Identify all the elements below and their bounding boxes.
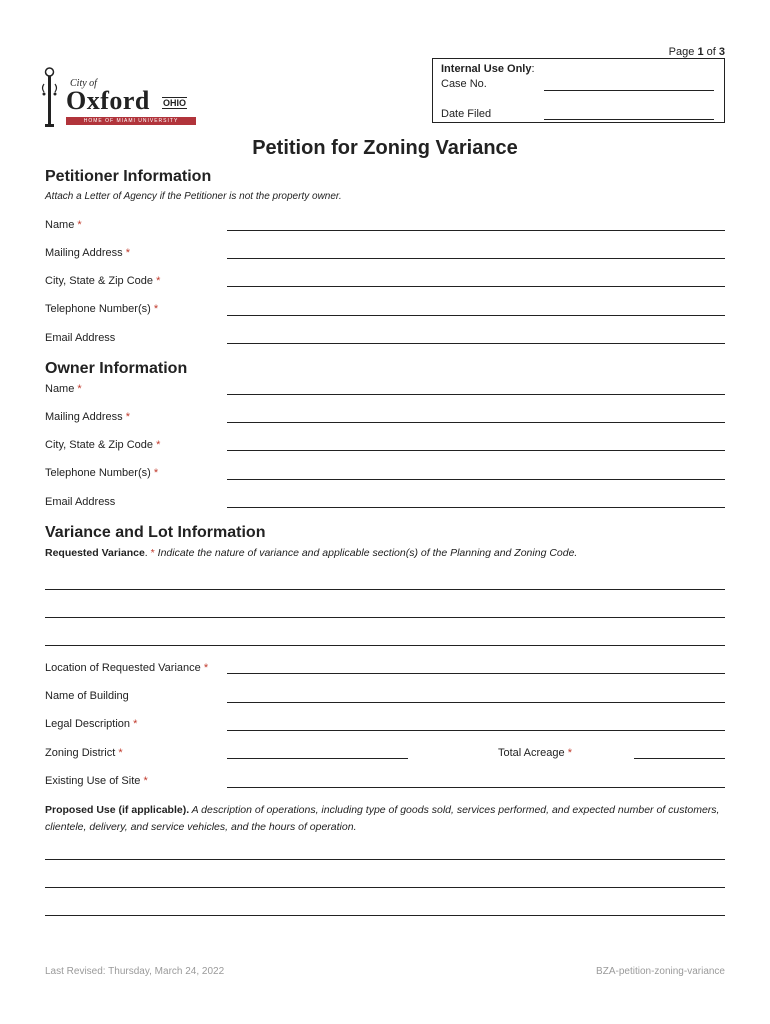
required-mark: * (153, 303, 159, 315)
requested-variance-text (45, 545, 725, 562)
required-mark: * (156, 275, 161, 287)
petitioner-heading: Petitioner Information (45, 168, 212, 185)
legal-description-field[interactable] (227, 730, 725, 731)
required-mark: * (77, 383, 82, 395)
proposed-use-note: A description of operations, including type of goods sold, services performed, and expected number of customers, clientele, delivery, and service vehicles, and the hours of operation. (45, 804, 720, 833)
proposed-use-line-3[interactable] (45, 915, 725, 916)
footer-doc-id: BZA-petition-zoning-variance (596, 966, 725, 977)
date-filed-label: Date Filed (441, 108, 492, 120)
page-total: 3 (718, 46, 725, 58)
label-text: Name (45, 383, 75, 395)
owner-heading: Owner Information (45, 360, 188, 377)
label-text: Telephone Number(s) (45, 303, 151, 315)
petitioner-name-field[interactable] (227, 230, 725, 231)
owner-phone-field[interactable] (227, 479, 725, 480)
label-text: Existing Use of Site (45, 775, 141, 787)
required-mark: * (150, 547, 155, 559)
logo-state: OHIO (163, 98, 187, 108)
owner-phone-label (45, 467, 158, 479)
location-label (45, 662, 208, 674)
page-prefix: Page (668, 46, 695, 58)
label-text: Location of Requested Variance (45, 662, 201, 674)
required-mark: * (118, 747, 123, 759)
petitioner-city-label (45, 275, 160, 287)
internal-use-colon: : (531, 63, 535, 75)
owner-email-field[interactable] (227, 507, 725, 508)
date-filed-field[interactable] (544, 119, 714, 120)
required-mark: * (156, 439, 161, 451)
owner-city-field[interactable] (227, 450, 725, 451)
internal-use-title (441, 63, 535, 75)
proposed-use-label: Proposed Use (if applicable). (45, 804, 190, 816)
proposed-use-line-1[interactable] (45, 859, 725, 860)
petitioner-email-field[interactable] (227, 343, 725, 344)
variance-heading: Variance and Lot Information (45, 524, 266, 541)
owner-mailing-field[interactable] (227, 422, 725, 423)
required-mark: * (567, 747, 572, 759)
petitioner-name-label (45, 219, 82, 231)
required-mark: * (143, 775, 148, 787)
case-no-field[interactable] (544, 90, 714, 91)
label-text: City, State & Zip Code (45, 275, 154, 287)
owner-mailing-label (45, 411, 130, 423)
logo-banner: HOME OF MIAMI UNIVERSITY (66, 117, 196, 125)
petitioner-mailing-field[interactable] (227, 258, 725, 259)
petitioner-phone-field[interactable] (227, 315, 725, 316)
required-mark: * (133, 718, 138, 730)
required-mark: * (125, 247, 130, 259)
petitioner-phone-label (45, 303, 158, 315)
label-text: Zoning District (45, 747, 116, 759)
label-text: Legal Description (45, 718, 130, 730)
page-number (669, 46, 725, 58)
location-field[interactable] (227, 673, 725, 674)
logo-name: Oxford (66, 86, 150, 115)
petitioner-mailing-label (45, 247, 130, 259)
requested-variance-line-2[interactable] (45, 617, 725, 618)
internal-use-label: Internal Use Only (441, 63, 532, 75)
zoning-district-field[interactable] (227, 758, 408, 759)
required-mark: * (77, 219, 82, 231)
existing-use-label (45, 775, 148, 787)
building-label: Name of Building (45, 690, 129, 702)
existing-use-field[interactable] (227, 787, 725, 788)
requested-variance-dot: . (144, 547, 151, 559)
footer-revised: Last Revised: Thursday, March 24, 2022 (45, 966, 225, 977)
page-current: 1 (697, 46, 704, 58)
total-acreage-field[interactable] (634, 758, 725, 759)
required-mark: * (203, 662, 209, 674)
proposed-use-line-2[interactable] (45, 887, 725, 888)
owner-city-label (45, 439, 160, 451)
total-acreage-label (498, 747, 572, 759)
label-text: City, State & Zip Code (45, 439, 154, 451)
legal-description-label (45, 718, 137, 730)
requested-variance-label: Requested Variance (45, 547, 145, 559)
required-mark: * (153, 467, 159, 479)
label-text: Mailing Address (45, 247, 123, 259)
required-mark: * (125, 411, 130, 423)
requested-variance-line-3[interactable] (45, 645, 725, 646)
owner-name-field[interactable] (227, 394, 725, 395)
label-text: Name (45, 219, 75, 231)
label-text: Mailing Address (45, 411, 123, 423)
owner-name-label (45, 383, 82, 395)
page-of: of (706, 46, 716, 58)
building-field[interactable] (227, 702, 725, 703)
requested-variance-line-1[interactable] (45, 589, 725, 590)
petitioner-email-label: Email Address (45, 332, 116, 344)
proposed-use-text (45, 802, 725, 836)
page-title: Petition for Zoning Variance (252, 137, 518, 159)
logo-city-of: City of (70, 78, 97, 89)
petitioner-city-field[interactable] (227, 286, 725, 287)
label-text: Telephone Number(s) (45, 467, 151, 479)
requested-variance-note: Indicate the nature of variance and applicable section(s) of the Planning and Zoning Code. (154, 547, 578, 559)
case-no-label: Case No. (441, 78, 487, 90)
label-text: Total Acreage (498, 747, 565, 759)
owner-email-label: Email Address (45, 496, 116, 508)
petitioner-note: Attach a Letter of Agency if the Petitioner is not the property owner. (45, 191, 342, 202)
zoning-district-label (45, 747, 123, 759)
